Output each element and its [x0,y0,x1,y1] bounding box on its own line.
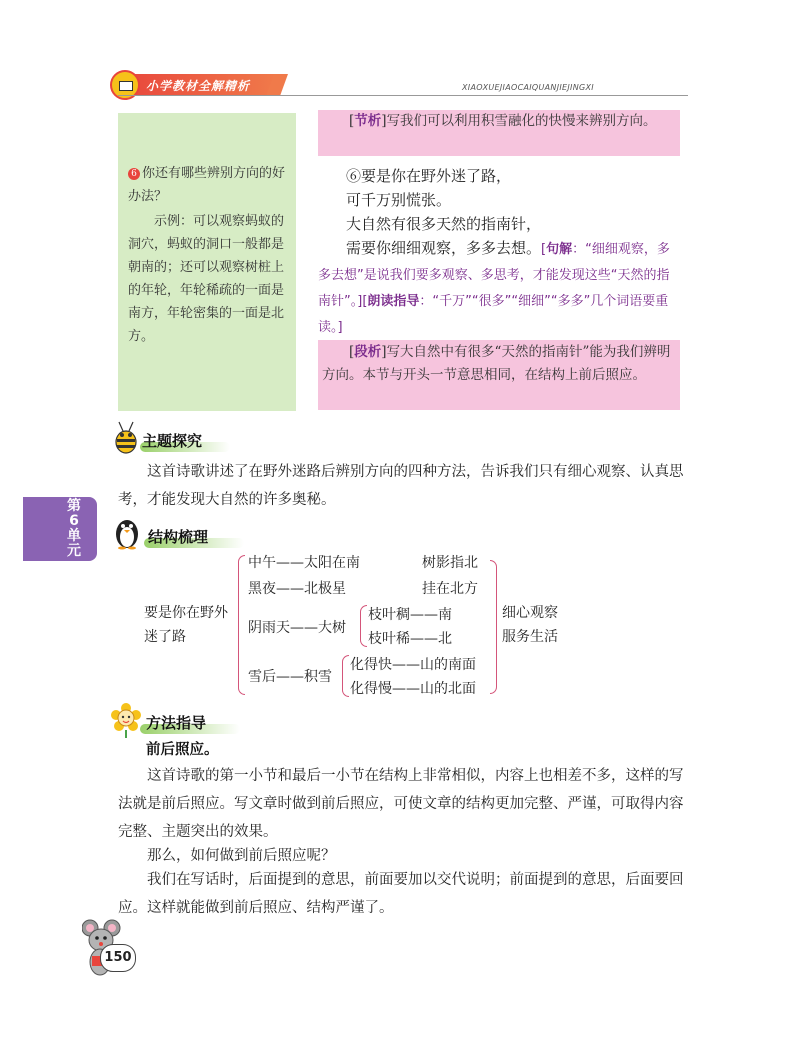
flower-mascot-icon [110,702,142,738]
method-heading: 方法指导 [146,714,207,732]
poem-line-4-with-notes: 需要你细细观察，多多去想。[句解：“细细观察，多多去想”是说我们要多观察、多思考，才能发现这些“天然的指南针”。][朗读指导：“千万”“很多”“细细”“多多”几个词语要重读。] [318,239,670,335]
branch-snow: 雪后——积雪 [248,669,332,685]
structure-root-line-1: 要是你在野外 [144,605,228,621]
jiexi-tag: 节析 [354,113,382,129]
poem-line-3: 大自然有很多天然的指南针， [346,215,542,233]
method-paragraph-1: 这首诗歌的第一小节和最后一小节在结构上非常相似，内容上也相差不多，这样的写法就是前后照应。写文章时做到前后照应，可使文章的结构更加完整、严谨，可取得内容完整、主题突出的效果。 [118,768,684,840]
poem-line-2: 可千万别慌张。 [346,191,452,209]
unit-side-tab-label: 第6单元 [67,498,81,559]
duanxi-body: 写大自然中有很多“天然的指南针”能为我们辨明方向。本节与开头一节意思相同，在结构上前后照应。 [322,344,671,383]
langdu-tag: 朗读指导 [367,294,420,309]
header-subtitle: XIAOXUEJIAOCAIQUANJIEJINGXI [462,83,594,92]
branch-noon-result: 树影指北 [422,555,478,571]
branch-leaf-sparse: 枝叶稀——北 [368,631,452,647]
duanxi-tag: 段析 [354,344,382,360]
question-text: 你还有哪些辨别方向的好办法？ [128,166,286,204]
method-subheading: 前后照应。 [146,742,219,758]
method-paragraph-2: 那么，如何做到前后照应呢？ [147,848,336,864]
theme-heading: 主题探究 [142,432,203,450]
header-divider [118,95,688,96]
theme-text: 这首诗歌讲述了在野外迷路后辨别方向的四种方法，告诉我们只有细心观察、认真思考，才能发现大自然的许多奥秘。 [118,464,684,508]
bee-mascot-icon [112,420,140,454]
langdu-text: ：“千万”“很多”“细细”“多多”几个词语要重读。 [318,294,669,335]
method-paragraph-3: 我们在写话时，后面提到的意思，前面要加以交代说明；前面提到的意思，后面要回应。这样就能做到前后照应、结构严谨了。 [118,872,684,916]
rainy-brace [360,605,367,647]
side-note-question [128,162,288,208]
branch-noon: 中午——太阳在南 [248,555,360,571]
structure-conclusion-line-2: 服务生活 [502,629,558,645]
poem-line-4: 需要你细细观察，多多去想。 [346,239,542,257]
jiexi-body: 写我们可以利用积雪融化的快慢来辨别方向。 [386,113,657,129]
page-number: 150 [100,944,136,972]
header-title: 小学教材全解精析 [146,79,251,93]
branch-leaf-dense: 枝叶稠——南 [368,607,452,623]
structure-root-line-2: 迷了路 [144,629,186,645]
duanxi-text: [段析]写大自然中有很多“天然的指南针”能为我们辨明方向。本节与开头一节意思相同，在结构上前后照应。 [322,344,671,383]
branch-melt-slow: 化得慢——山的北面 [350,681,476,697]
main-brace [238,555,245,695]
structure-root [144,601,228,649]
snow-brace [342,655,349,697]
unit-side-tab [23,497,97,561]
jujie-text: ：“细细观察，多多去想”是说我们要多观察、多思考，才能发现这些“天然的指南针”。 [318,242,670,309]
branch-melt-fast: 化得快——山的南面 [350,657,476,673]
branch-night-result: 挂在北方 [422,581,478,597]
structure-conclusion-line-1: 细心观察 [502,605,558,621]
structure-heading: 结构梳理 [148,528,209,546]
branch-night: 黑夜——北极星 [248,581,346,597]
penguin-mascot-icon [112,514,142,550]
structure-conclusion [502,601,558,649]
question-number-badge: 6 [128,168,140,180]
jujie-tag: 句解 [546,242,573,257]
right-brace [490,560,497,694]
branch-rainy: 阴雨天——大树 [248,620,346,636]
poem-line-1: ⑥要是你在野外迷了路， [346,167,512,185]
jiexi-text: [节析]写我们可以利用积雪融化的快慢来辨别方向。 [349,113,657,129]
side-note-example: 示例：可以观察蚂蚁的洞穴，蚂蚁的洞口一般都是朝南的；还可以观察树桩上的年轮，年轮稀疏的一面是南方，年轮密集的一面是北方。 [128,214,285,344]
